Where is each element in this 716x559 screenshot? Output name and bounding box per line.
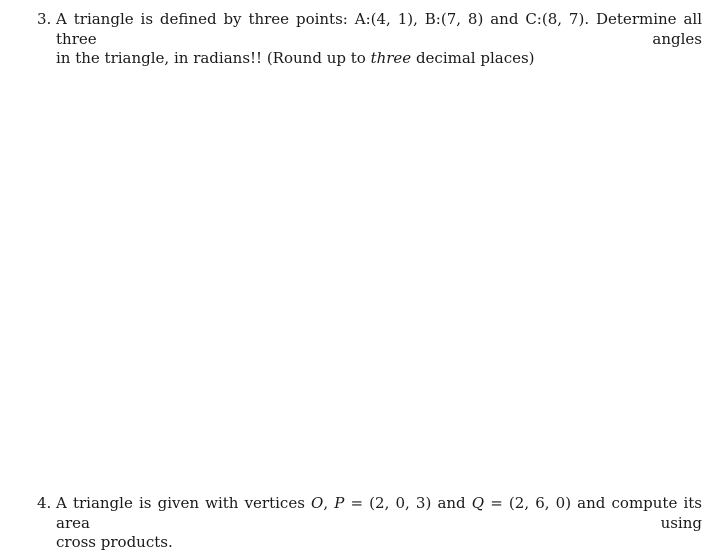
problem-3-line-1: A triangle is defined by three points: A:(4, 1), B:(7, 8) and C:(8, 7). Determine all three angles xyxy=(56,10,702,48)
problem-4-line-1-start: A triangle is given with vertices xyxy=(56,494,312,512)
separator: , xyxy=(323,494,335,512)
vertex-p: P xyxy=(334,494,345,512)
vertex-q: Q xyxy=(471,494,485,512)
problem-3-emphasis: three xyxy=(370,49,412,67)
vertex-q-coords: = (2, 6, 0) and compute its area using xyxy=(56,494,702,532)
problem-4-number: 4. xyxy=(37,494,52,512)
problem-4 xyxy=(37,494,702,553)
problem-3-text xyxy=(56,10,702,69)
problem-3-line-2 xyxy=(56,49,702,69)
problem-3-number: 3. xyxy=(37,10,52,28)
problem-4-text xyxy=(56,494,702,553)
vertex-p-coords: = (2, 0, 3) and xyxy=(344,494,472,512)
problem-3 xyxy=(37,10,702,69)
vertex-o: O xyxy=(311,494,324,512)
problem-4-line-2: cross products. xyxy=(56,533,173,551)
problem-3-line-2-start: in the triangle, in radians!! (Round up to xyxy=(56,49,371,67)
problem-3-line-2-end: decimal places) xyxy=(411,49,535,67)
problem-4-line-1 xyxy=(56,494,702,533)
